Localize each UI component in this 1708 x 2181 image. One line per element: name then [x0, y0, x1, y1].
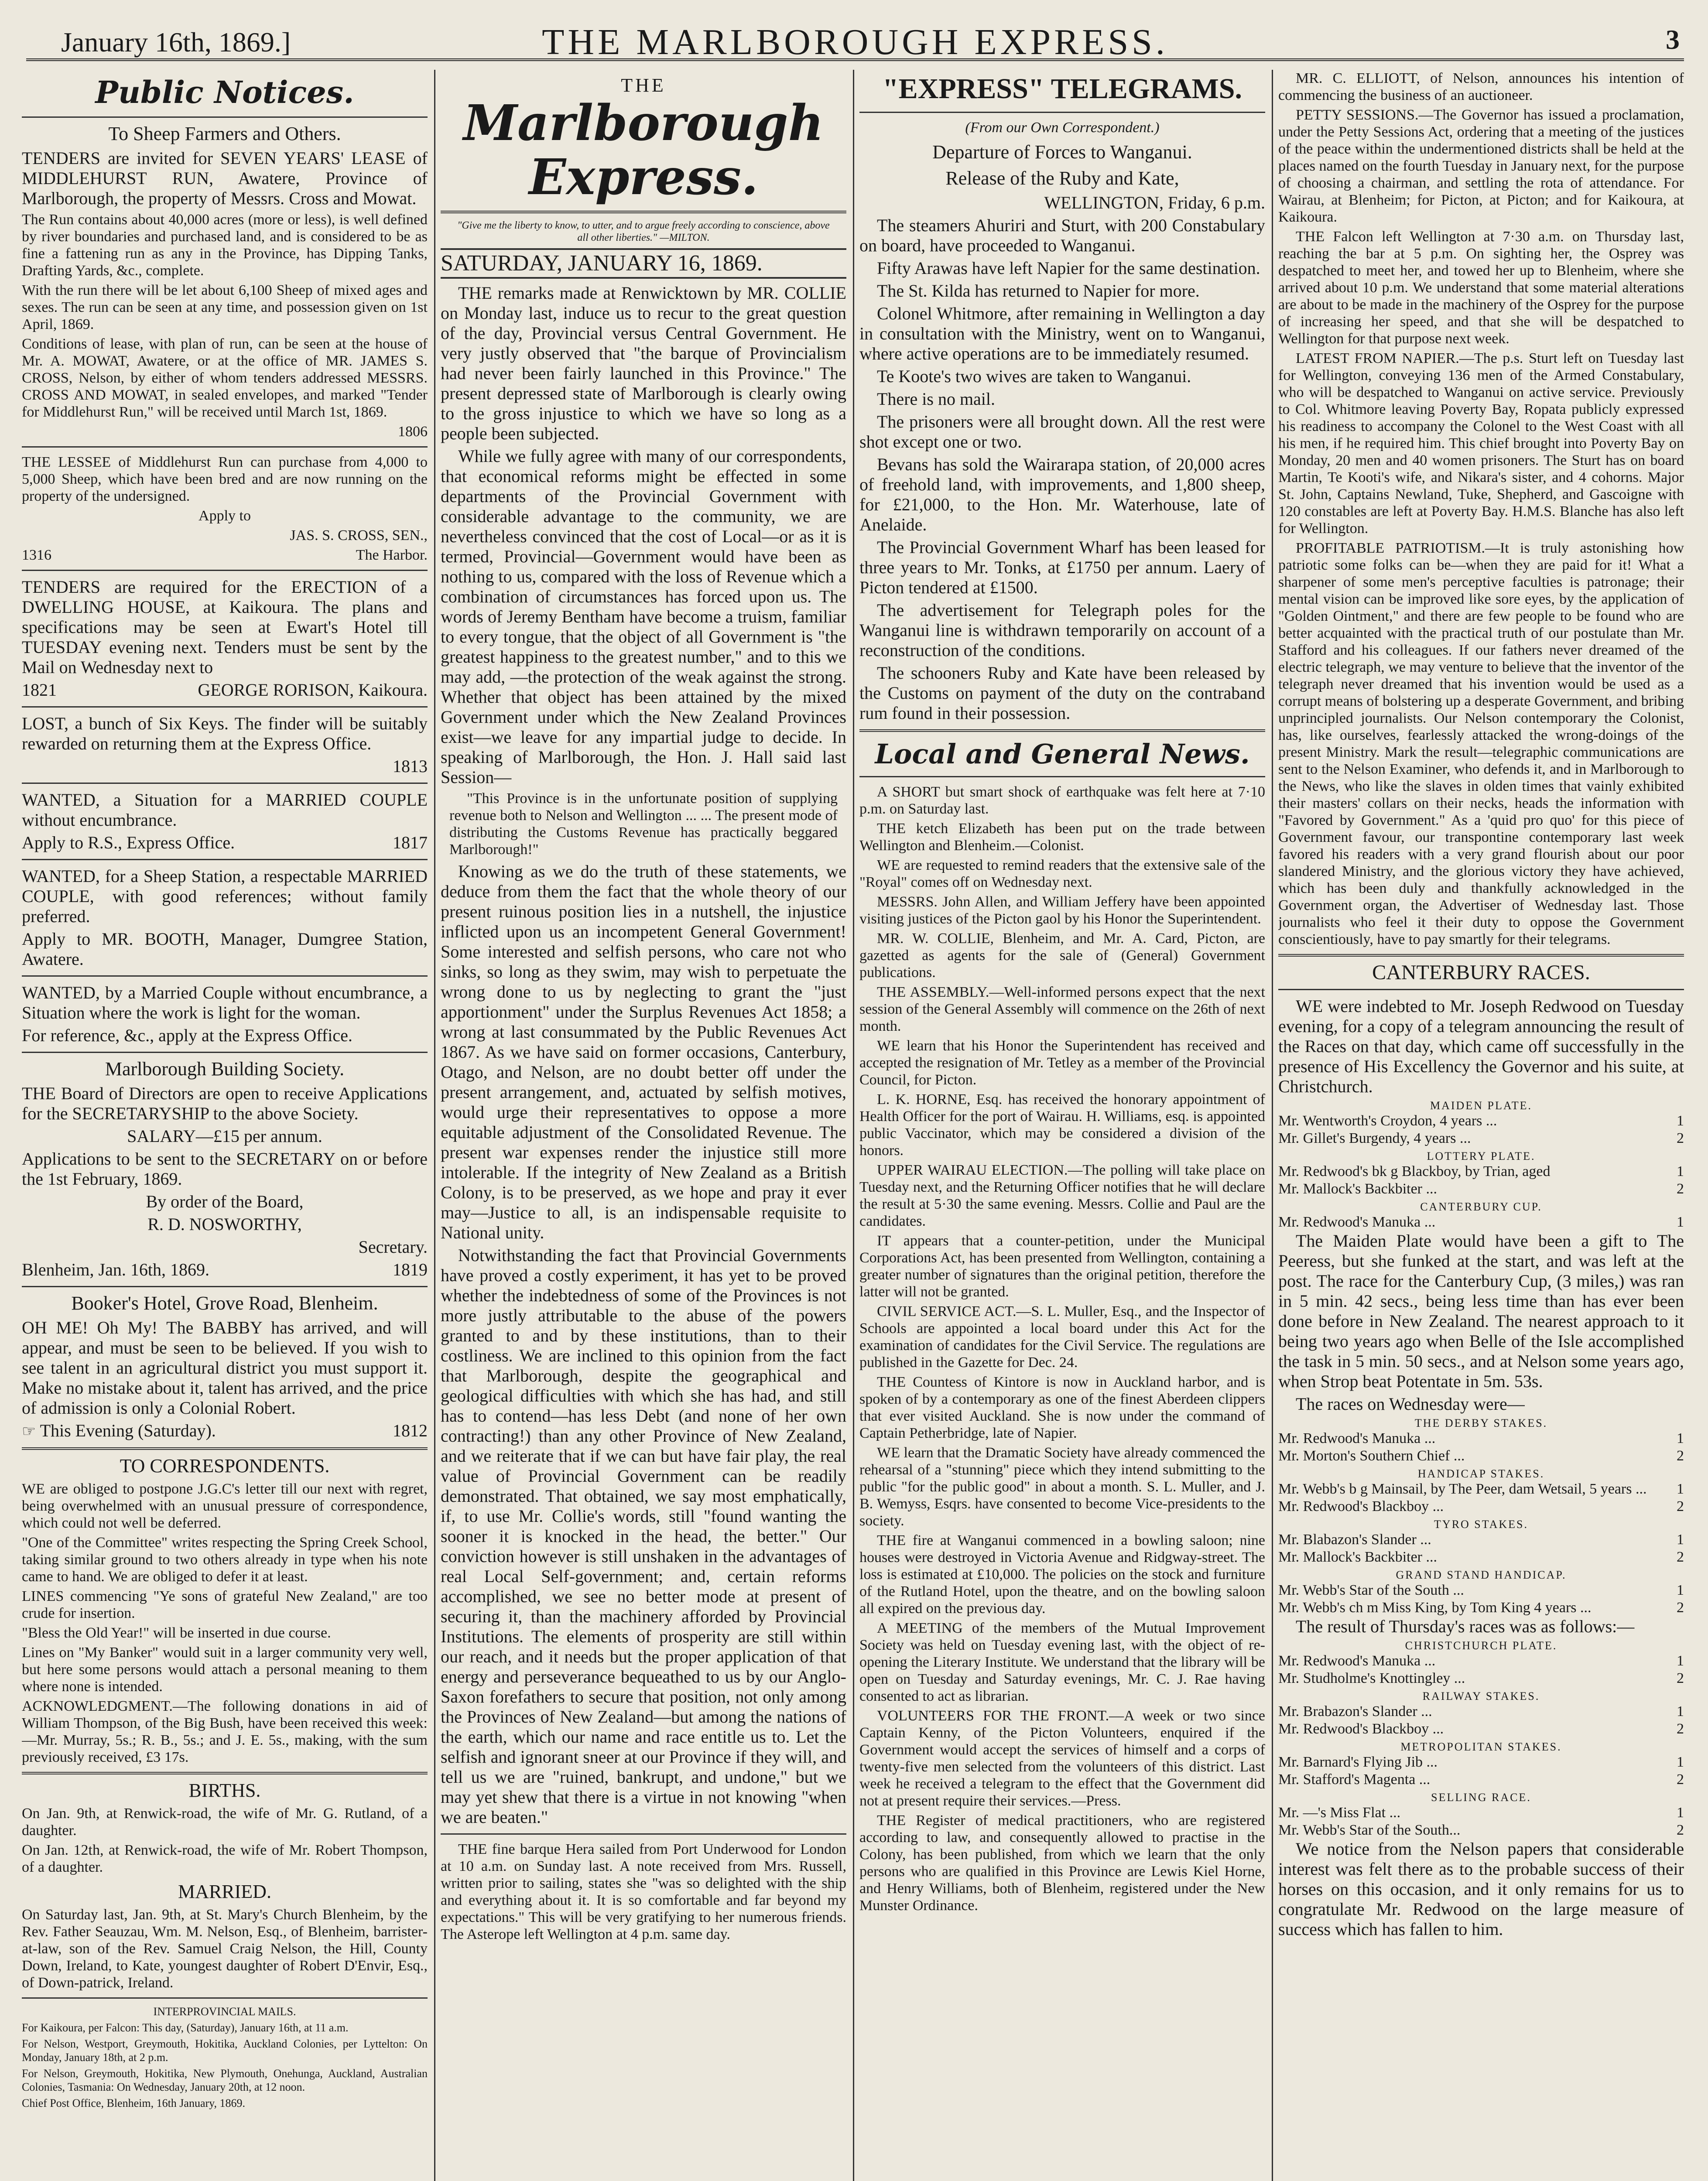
placing: 2: [1677, 1130, 1684, 1146]
race-result-row: [1278, 1430, 1684, 1447]
news-item: UPPER WAIRAU ELECTION.—The polling will take place on Tuesday next, and the Returning Officer notifies that he will declare the result at 5·30 the same evening. Messrs. Collie and Paul are the candidates.: [859, 1162, 1265, 1229]
birth-notice: On Jan. 12th, at Renwick-road, the wife of Mr. Robert Thompson, of a daughter.: [22, 1842, 428, 1875]
race-results: [1278, 1652, 1684, 1687]
placing: 1: [1677, 1113, 1684, 1129]
placing: 1: [1677, 1430, 1684, 1446]
ad-number: 1806: [398, 424, 428, 440]
telegrams-subheading: (From our Own Correspondent.): [965, 120, 1160, 136]
news-item: WE learn that the Dramatic Society have already commenced the rehearsal of a "stunning" piece which they intend submitting to the public "for the public good" in about a month. S. L. Muller, and J. B. Wemyss, Esqrs. have consented to become Vice-presidents to the society.: [859, 1445, 1265, 1529]
editorial-paragraph: Notwithstanding the fact that Provincial Governments have proved a costly experiment, it has yet to be proved whether the indebtedness of some of the Provinces is not more justly attributable to the abuse of the powers granted to and by these institutions, than to their costliness. We are inclined to this opinion from the fact that Marlborough, despite the geographical and geological difficulties with which she has had, and still has to contend—has less Debt (and none of her own contracting!) than any other Province of New Zealand, and we reiterate that if we can but have fair play, the real value of Provincial Government can be readily demonstrated. That obtained, we say most emphatically, if, to use Mr. Collie's words, still "found wanting the sooner it is knocked in the head, the better." Our conviction however is still unshaken in the advantages of real Local Self-government; and, certain reforms accomplished, we see no better mode at present of securing it, than the machinery afforded by Provincial Institutions. The elements of prosperity are still within our reach, and it needs but the proper application of that energy and perseverance bequeathed to us by our Anglo-Saxon forefathers to secure that position, not only among the Provinces of New Zealand—but among the nations of the earth, which our name and race entitle us to. Let the selfish and ignorant sneer at our Province if they will, and tell us we are "ruined, bankrupt, and undone," but we may yet shew that there is a virtue in not knowing "when we are beaten.": [441, 1245, 846, 1827]
race-results: [1278, 1531, 1684, 1566]
ad-text: By order of the Board,: [146, 1192, 304, 1211]
horse-entry: Mr. Redwood's Blackboy ...: [1278, 1721, 1444, 1737]
race-heading: GRAND STAND HANDICAP.: [1396, 1569, 1567, 1581]
telegram-item: Colonel Whitmore, after remaining in Wellington a day in consultation with the Ministry, went on to Wanganui, where active operations are to be immediately resumed.: [859, 304, 1265, 363]
race-result-row: [1278, 1754, 1684, 1771]
news-item: MR. W. COLLIE, Blenheim, and Mr. A. Card, Picton, are gazetted as agents for the sale of (General) Government publications.: [859, 930, 1265, 981]
ad-text: SALARY—£15 per annum.: [127, 1126, 322, 1146]
correspondents-note: Lines on "My Banker" would suit in a larger community very well, but here some persons would attach a personal meaning to them where none is intended.: [22, 1644, 428, 1695]
masthead-motto: "Give me the liberty to know, to utter, and to argue freely according to conscience, above all other liberties." —MILTON.: [457, 220, 830, 243]
placing: 1: [1677, 1582, 1684, 1598]
race-result-row: [1278, 1599, 1684, 1617]
placing: 2: [1677, 1448, 1684, 1464]
placing: 1: [1677, 1163, 1684, 1179]
placing: 1: [1677, 1653, 1684, 1669]
marriage-notice: On Saturday last, Jan. 9th, at St. Mary's Church Blenheim, by the Rev. Father Seauzau, Wm. M. Nelson, Esq., of Blenheim, barrister-at-law, son of the Rev. Samuel Craig Nelson, the Hill, County Down, Ireland, to Kate, youngest daughter of Robert D'Envir, Esq., of Down-patrick, Ireland.: [22, 1907, 428, 1991]
news-item: WE learn that his Honor the Superintendent has received and accepted the resignation of Mr. Tetley as a member of the Provincial Council, for Picton.: [859, 1038, 1265, 1088]
race-results: [1278, 1430, 1684, 1465]
ad-text: WANTED, by a Married Couple without encumbrance, a Situation where the work is light for the woman.: [22, 983, 428, 1022]
correspondents-note: "Bless the Old Year!" will be inserted in due course.: [22, 1625, 331, 1641]
telegram-headline: Release of the Ruby and Kate,: [945, 168, 1179, 189]
column-telegrams-news: [859, 70, 1265, 2181]
horse-entry: Mr. Brabazon's Slander ...: [1278, 1703, 1432, 1720]
news-item: THE ketch Elizabeth has been put on the trade between Wellington and Blenheim.—Colonist.: [859, 820, 1265, 854]
telegram-dateline: WELLINGTON, Friday, 6 p.m.: [1044, 193, 1265, 212]
race-result-row: [1278, 1549, 1684, 1566]
placing: 1: [1677, 1703, 1684, 1720]
correspondents-note: "One of the Committee" writes respecting the Spring Creek School, taking similar ground to two others already in type when his note came to hand. We are obliged to defer it at least.: [22, 1535, 428, 1585]
editorial-paragraph: THE remarks made at Renwicktown by MR. COLLIE on Monday last, induce us to recur to the great question of the day, Provincial versus Central Government. He very justly observed that "the barque of Provincialism had never been fairly launched in this Province." The present depressed state of Marlborough is clearly owing to the gross injustice to which we have so long as a people been subjected.: [441, 283, 846, 443]
news-item: VOLUNTEERS FOR THE FRONT.—A week or two since Captain Kenny, of the Picton Volunteers, enquired if the Government would accept the services of himself and a corps of twenty-five men selected from the volunteers of this district. Last week he received a telegram to the effect that the Government did not at present require their services.—Press.: [859, 1708, 1265, 1809]
news-item: THE fire at Wanganui commenced in a bowling saloon; nine houses were destroyed in Victoria Avenue and Ridgway-street. The loss is estimated at £10,000. The policies on the stock and furniture of the Rutland Hotel, upon the theatre, and on the bowling saloon all expired on the previous day.: [859, 1532, 1265, 1617]
horse-entry: Mr. Wentworth's Croydon, 4 years ...: [1278, 1113, 1497, 1129]
race-result-row: [1278, 1480, 1684, 1498]
placing: 1: [1677, 1805, 1684, 1821]
race-result-row: [1278, 1771, 1684, 1788]
race-heading: TYRO STAKES.: [1434, 1518, 1528, 1531]
race-result-row: [1278, 1670, 1684, 1687]
races-paragraph: The Maiden Plate would have been a gift to The Peeress, but she funked at the start, and was left at the post. The race for the Canterbury Cup, (3 miles,) was ran in 5 min. 42 secs., being less time than has ever been done before in New Zealand. The nearest approach to it being two years ago when Belle of the Isle accomplished the task in 5 min. 50 secs., and at Nelson some years ago, when Strop beat Potentate in 5m. 53s.: [1278, 1231, 1684, 1391]
horse-entry: Mr. Redwood's Manuka ...: [1278, 1430, 1436, 1446]
newspaper-title: THE MARLBOROUGH EXPRESS.: [542, 22, 1168, 62]
ad-text: Apply to R.S., Express Office.: [22, 833, 235, 852]
ad-text: THE LESSEE of Middlehurst Run can purchase from 4,000 to 5,000 Sheep, which have been bred and are now running on the property of the undersigned.: [22, 454, 428, 504]
horse-entry: Mr. Webb's ch m Miss King, by Tom King 4 years ...: [1278, 1600, 1592, 1616]
ad-footer: [22, 1421, 428, 1441]
horse-entry: Mr. —'s Miss Flat ...: [1278, 1805, 1401, 1821]
local-news-heading: Local and General News.: [875, 738, 1250, 770]
race-heading: RAILWAY STAKES.: [1422, 1690, 1540, 1702]
news-item: A SHORT but smart shock of earthquake was felt here at 7·10 p.m. on Saturday last.: [859, 784, 1265, 817]
ad-footer: [22, 833, 428, 853]
race-results: [1278, 1754, 1684, 1788]
news-item: THE ASSEMBLY.—Well-informed persons expect that the next session of the General Assembly will commence on the 26th of next month.: [859, 984, 1265, 1034]
placing: 2: [1677, 1181, 1684, 1197]
horse-entry: Mr. Barnard's Flying Jib ...: [1278, 1754, 1438, 1770]
horse-entry: Mr. Webb's Star of the South...: [1278, 1822, 1461, 1838]
ad-number: 1316: [22, 547, 51, 563]
horse-entry: Mr. Webb's Star of the South ...: [1278, 1582, 1464, 1598]
race-result-row: [1278, 1498, 1684, 1515]
news-item: MR. C. ELLIOTT, of Nelson, announces his intention of commencing the business of an auctioneer.: [1278, 70, 1684, 103]
page-number: 3: [1666, 24, 1680, 55]
column-editorial: [441, 70, 846, 2181]
ad-text: LOST, a bunch of Six Keys. The finder will be suitably rewarded on returning them at the Express Office.: [22, 714, 428, 753]
placing: 2: [1677, 1822, 1684, 1838]
section-title: Public Notices.: [95, 74, 354, 110]
ad-text: Apply to MR. BOOTH, Manager, Dumgree Station, Awatere.: [22, 929, 428, 969]
race-result-row: [1278, 1130, 1684, 1147]
ad-text: [22, 1421, 216, 1441]
telegram-item: The prisoners were all brought down. All the rest were shot except one or two.: [859, 412, 1265, 451]
ad-number: 1821: [22, 680, 57, 700]
editorial-paragraph: Knowing as we do the truth of these statements, we deduce from them the fact that the whole theory of our present ruinous position lies in a nutshell, the injustice inflicted upon us an incompetent General Government! Some interested and selfish persons, who care not who sinks, so long as they swim, may wish to perpetuate the wrong done to us by neglecting to grant the "just apportionment" under the Surplus Revenues Act 1858; a wrong at last consummated by the Public Revenues Act 1867. As we have said on former occasions, Canterbury, Otago, and Nelson, are no doubt better off under the present arrangement, and, actuated by selfish motives, would urge their representatives to oppose a more equitable adjustment of the Consolidated Revenue. The present war expenses render the injustice still more intolerable. If the integrity of New Zealand as a British Colony, is to be preserved, as we hope and pray it ever may—Justice to all, is an indispensable requisite to National unity.: [441, 861, 846, 1242]
horse-entry: Mr. Studholme's Knottingley ...: [1278, 1670, 1465, 1686]
column-divider: [434, 70, 435, 2181]
ad-text: WANTED, a Situation for a MARRIED COUPLE without encumbrance.: [22, 790, 428, 830]
pointing-hand-icon: ☞: [22, 1422, 36, 1440]
ad-text: OH ME! Oh My! The BABBY has arrived, and will appear, and must be seen to be believed. If you wish to see talent in an agricultural district you must support it. Make no mistake about it, talent has arrived, and the price of admission is only a Colonial Robert.: [22, 1318, 428, 1418]
ad-heading: Marlborough Building Society.: [105, 1058, 345, 1080]
page-header: [26, 13, 1684, 61]
news-item: A MEETING of the members of the Mutual Improvement Society was held on Tuesday evening last, with the object of re-opening the Literary Institute. We understand that the library will be open on Tuesday and Saturday evenings, Mr. C. J. Rae having consented to act as librarian.: [859, 1620, 1265, 1704]
races-paragraph: The result of Thursday's races was as follows:—: [1296, 1617, 1635, 1636]
race-heading: MAIDEN PLATE.: [1430, 1099, 1532, 1112]
news-item: THE Falcon left Wellington at 7·30 a.m. on Thursday last, reaching the bar at 5 p.m. On sighting her, the Osprey was despatched to meet her, and towed her up to Blenheim, where she arrived about 10 p.m. We understand that some material alterations are about to be made in the machinery of the Osprey for the purpose of increasing her speed, and that she will be despatched to Wellington for that purpose next week.: [1278, 229, 1684, 347]
horse-entry: Mr. Blabazon's Slander ...: [1278, 1531, 1431, 1548]
race-result-row: [1278, 1652, 1684, 1670]
race-heading: HANDICAP STAKES.: [1417, 1467, 1545, 1480]
mail-notice: Chief Post Office, Blenheim, 16th January, 1869.: [22, 2097, 245, 2109]
placing: 1: [1677, 1481, 1684, 1497]
placing: 2: [1677, 1498, 1684, 1514]
column-public-notices: [22, 70, 428, 2181]
race-result-row: [1278, 1112, 1684, 1130]
race-heading: CHRISTCHURCH PLATE.: [1405, 1639, 1557, 1652]
column-divider: [1272, 70, 1273, 2181]
telegram-item: The St. Kilda has returned to Napier for more.: [877, 281, 1200, 301]
placing: 2: [1677, 1549, 1684, 1565]
editorial-quote: "This Province is in the unfortunate position of supplying revenue both to Nelson and Wellington ... ... The present mode of distributing the Customs Revenue has practically beggared Marlborough!": [449, 790, 838, 858]
ad-number: 1819: [393, 1260, 428, 1279]
ad-text: Apply to: [199, 508, 251, 524]
horse-entry: Mr. Gillet's Burgendy, 4 years ...: [1278, 1130, 1471, 1146]
races-paragraph: WE were indebted to Mr. Joseph Redwood on Tuesday evening, for a copy of a telegram announcing the result of the Races on that day, which came off successfully in the presence of His Excellency the Governor and his suite, at Christchurch.: [1278, 996, 1684, 1096]
ad-signature-role: Secretary.: [358, 1237, 428, 1257]
news-item: PETTY SESSIONS.—The Governor has issued a proclamation, under the Petty Sessions Act, ordering that a meeting of the justices of the peace within the undermentioned districts shall be held at the places named on the fourth Tuesday in January next, for the purpose of choosing a chairman, and settling the rota of attendance. For Wairau, at Blenheim; for Picton, at Picton; and for Kaikoura, at Kaikoura.: [1278, 107, 1684, 225]
ad-heading: To Sheep Farmers and Others.: [108, 123, 341, 144]
race-result-row: [1278, 1582, 1684, 1599]
masthead-the: THE: [621, 75, 666, 96]
news-item: MESSRS. John Allen, and William Jeffery have been appointed visiting justices of the Picton gaol by his Honor the Superintendent.: [859, 894, 1265, 927]
race-results: [1278, 1804, 1684, 1839]
horse-entry: Mr. Mallock's Backbiter ...: [1278, 1181, 1438, 1197]
ad-heading: Booker's Hotel, Grove Road, Blenheim.: [71, 1292, 378, 1314]
race-results: [1278, 1214, 1684, 1231]
horse-entry: Mr. Morton's Southern Chief ...: [1278, 1448, 1465, 1464]
news-item: THE Register of medical practitioners, who are registered according to law, and consequently allowed to practise in the Colony, has been published, from which we learn that the only persons who are qualified in this Province are Lewis Kiel Horne, and Henry Williams, both of Blenheim, registered under the New Munster Ordinance.: [859, 1812, 1265, 1914]
ad-text: TENDERS are required for the ERECTION of a DWELLING HOUSE, at Kaikoura. The plans and specifications may be seen at Ewart's Hotel till TUESDAY evening next. Tenders must be sent by the Mail on Wednesday next to: [22, 577, 428, 677]
correspondents-note: WE are obliged to postpone J.G.C's letter till our next with regret, being overwhelmed with an unusual pressure of correspondence, which could not well be deferred.: [22, 1481, 428, 1531]
ad-footer: [22, 1260, 428, 1280]
race-results: [1278, 1582, 1684, 1617]
ad-number: 1813: [393, 756, 428, 776]
column-divider: [853, 70, 854, 2181]
races-paragraph: We notice from the Nelson papers that considerable interest was felt there as to the probable success of their horses on this occasion, and it only remains for us to congratulate Mr. Redwood on the large measure of success which has fallen to him.: [1278, 1839, 1684, 1939]
placing: 2: [1677, 1721, 1684, 1737]
race-result-row: [1278, 1720, 1684, 1738]
masthead-title: Marlborough Express.: [463, 95, 824, 206]
mail-notice: For Nelson, Westport, Greymouth, Hokitika, Auckland Colonies, per Lyttelton: On Monday, January 18th, at 2 p.m.: [22, 2037, 428, 2064]
race-result-row: [1278, 1214, 1684, 1231]
ad-signature: JAS. S. CROSS, SEN.,: [290, 527, 428, 544]
telegram-item: Fifty Arawas have left Napier for the same destination.: [877, 258, 1260, 278]
mail-notice: For Nelson, Greymouth, Hokitika, New Plymouth, Onehunga, Auckland, Australian Colonies, Tasmania: On Wednesday, January 20th, at 12 noon.: [22, 2067, 428, 2093]
race-results: [1278, 1480, 1684, 1515]
race-result-row: [1278, 1180, 1684, 1198]
telegram-item: Te Koote's two wives are taken to Wanganui.: [877, 366, 1191, 386]
race-heading: THE DERBY STAKES.: [1414, 1417, 1548, 1429]
race-result-row: [1278, 1822, 1684, 1839]
telegram-headline: Departure of Forces to Wanganui.: [932, 141, 1192, 163]
telegram-item: The steamers Ahuriri and Sturt, with 200 Constabulary on board, have proceeded to Wanganui.: [859, 215, 1265, 255]
editorial-paragraph: While we fully agree with many of our correspondents, that economical reforms might be effected in some departments of the Provincial Government with considerable advantage to the community, we are nevertheless convinced that the cost of Local—or as it is termed, Provincial—Government would have been as nothing to us, compared with the loss of Revenue which a combination of circumstances has forced upon us. The words of Jeremy Bentham have become a truism, familiar to every tongue, that the object of all Government is "the greatest happiness to the greatest number," and to this we may add, —the protection of the weak against the strong. Whether that object has been attained by the mixed Government under which the New Zealand Provinces exist—we leave for any impartial judge to decide. In speaking of Marlborough, the Hon. J. Hall said last Session—: [441, 446, 846, 787]
news-item: PROFITABLE PATRIOTISM.—It is truly astonishing how patriotic some folks can be—when they are paid for it! What a sharpener of some men's perceptive faculties is patronage; their mental vision can be improved like sore eyes, by the application of "Golden Ointment," and there are few people to be found who are better acquainted with the practical truth of our postulate than Mr. Stafford and his colleagues. If our fathers never dreamed of the electric telegraph, we may venture to believe that the inventor of the telegraph never dreamed that his invention would be used as a corrupt means of bolstering up a desperate Government, and bribing unprincipled journalists. Our Nelson contemporary the Colonist, has, like ourselves, fearlessly attacked the wrong-doings of the present Ministry. Mark the result—telegraphic communications are sent to the Nelson Examiner, who defends it, and in Marlborough to the News, who like the slaves in olden times that vainly exhibited their masters' collars on their necks, heads the information with "Favored by Government." As a 'quid pro quo' for this piece of Government favour, our transpontine contemporary last week favored his readers with a very grand flourish about our poor slandered Ministry, and the glorious victory they have achieved, which has been duly and thankfully acknowledged in the Government organ, the Advertiser of Wednesday last. Those journalists who feel it their duty to oppose the Government conscientiously, have to pay smartly for their telegrams.: [1278, 540, 1684, 947]
placing: 2: [1677, 1670, 1684, 1686]
news-item: THE Countess of Kintore is now in Auckland harbor, and is spoken of by a contemporary as one of the finest Aberdeen clippers that ever visited Auckland. She is now under the command of Captain Petherbridge, late of Napier.: [859, 1374, 1265, 1441]
telegram-item: There is no mail.: [877, 389, 996, 409]
races-paragraph: The races on Wednesday were—: [1296, 1394, 1525, 1414]
ad-text: THE Board of Directors are open to receive Applications for the SECRETARYSHIP to the above Society.: [22, 1084, 428, 1123]
news-item: IT appears that a counter-petition, under the Municipal Corporations Act, has been presented from Wellington, containing a greater number of signatures than the original petition, therefore the latter will not be granted.: [859, 1233, 1265, 1300]
ad-text: Conditions of lease, with plan of run, can be seen at the house of Mr. A. MOWAT, Awatere, or at the office of MR. JAMES S. CROSS, Nelson, by either of whom tenders addressed MESSRS. CROSS AND MOWAT, in sealed envelopes, and marked "Tender for Middlehurst Run," will be received until March 1st, 1869.: [22, 336, 428, 420]
horse-entry: Mr. Redwood's Blackboy ...: [1278, 1498, 1444, 1514]
horse-entry: Mr. Webb's b g Mainsail, by The Peer, dam Wetsail, 5 years ...: [1278, 1481, 1647, 1497]
married-heading: MARRIED.: [178, 1881, 271, 1902]
issue-date: January 16th, 1869.]: [61, 27, 291, 58]
correspondents-note: ACKNOWLEDGMENT.—The following donations in aid of William Thompson, of the Big Bush, have been received this week:—Mr. Murray, 5s.; R. B., 5s.; and J. E. 5s., making, with the sum previously received, £3 17s.: [22, 1698, 428, 1765]
placing: 1: [1677, 1754, 1684, 1770]
race-heading: LOTTERY PLATE.: [1427, 1150, 1536, 1162]
telegrams-heading: "EXPRESS" TELEGRAMS.: [883, 73, 1242, 105]
birth-notice: On Jan. 9th, at Renwick-road, the wife of Mr. G. Rutland, of a daughter.: [22, 1805, 428, 1839]
ad-text: The Run contains about 40,000 acres (more or less), is well defined by river boundaries and purchased land, and is considered to be as fine a fattening run as any in the Province, has Dipping Tanks, Drafting Yards, &c., complete.: [22, 212, 428, 279]
horse-entry: Mr. Stafford's Magenta ...: [1278, 1771, 1431, 1788]
race-results: [1278, 1163, 1684, 1198]
ad-signature: R. D. NOSWORTHY,: [147, 1214, 302, 1234]
race-result-row: [1278, 1163, 1684, 1180]
races-heading: CANTERBURY RACES.: [1372, 961, 1590, 984]
telegram-item: The advertisement for Telegraph poles for the Wanganui line is withdrawn temporarily on account of a reconstruction of the conditions.: [859, 600, 1265, 660]
placing: 2: [1677, 1771, 1684, 1788]
horse-entry: Mr. Mallock's Backbiter ...: [1278, 1549, 1438, 1565]
telegram-item: The schooners Ruby and Kate have been released by the Customs on payment of the duty on the contraband rum found in their possession.: [859, 663, 1265, 723]
ad-text: This Evening (Saturday).: [40, 1421, 216, 1440]
ad-text: TENDERS are invited for SEVEN YEARS' LEASE of MIDDLEHURST RUN, Awatere, Province of Marlborough, the property of Messrs. Cross and Mowat.: [22, 148, 428, 208]
placing: 2: [1677, 1600, 1684, 1616]
telegram-item: The Provincial Government Wharf has been leased for three years to Mr. Tonks, at £1750 per annum. Laery of Picton tendered at £1500.: [859, 537, 1265, 597]
news-item: LATEST FROM NAPIER.—The p.s. Sturt left on Tuesday last for Wellington, conveying 136 men of the Armed Constabulary, who will be despatched to Wanganui on active service. Previously to Col. Whitmore leaving Poverty Bay, Ropata publicly expressed his readiness to accompany the Colonel to the West Coast with all his men, if he required him. This chief brought into Poverty Bay on Monday, 20 men and 40 women prisoners. The Sturt has on board Martin, Te Kooti's wife, and Nikara's sister, and 4 cohorns. Major St. John, Captains Newland, Tuke, Shepherd, and Gascoigne with 120 constables are left at Poverty Bay. H.M.S. Blanche has also left for Wellington.: [1278, 350, 1684, 537]
horse-entry: Mr. Redwood's Manuka ...: [1278, 1653, 1436, 1669]
news-item: WE are requested to remind readers that the extensive sale of the "Royal" comes off on Wednesday next.: [859, 857, 1265, 890]
ad-footer: [22, 680, 428, 700]
ad-place: The Harbor.: [356, 547, 428, 563]
race-heading: CANTERBURY CUP.: [1420, 1200, 1542, 1213]
news-item: L. K. HORNE, Esq. has received the honorary appointment of Health Officer for the port of Wairau. H. Williams, esq. is appointed public Vaccinator, which may be considered a division of the honors.: [859, 1091, 1265, 1159]
horse-entry: Mr. Redwood's bk g Blackboy, by Trian, aged: [1278, 1163, 1551, 1179]
ad-number: 1812: [393, 1421, 428, 1440]
correspondents-heading: TO CORRESPONDENTS.: [120, 1455, 330, 1477]
placing: 1: [1677, 1214, 1684, 1230]
shipping-note: THE fine barque Hera sailed from Port Underwood for London at 10 a.m. on Sunday last. A note received from Mrs. Russell, written prior to sailing, states she "was so delighted with the ship and everything about it. It is so comfortable and far beyond my expectations." This will be very gratifying to her numerous friends. The Asterope left Wellington at 4 p.m. same day.: [441, 1841, 846, 1942]
race-results: [1278, 1703, 1684, 1738]
horse-entry: Mr. Redwood's Manuka ...: [1278, 1214, 1436, 1230]
ad-signature: GEORGE RORISON, Kaikoura.: [198, 680, 428, 700]
mails-heading: INTERPROVINCIAL MAILS.: [153, 2005, 296, 2018]
race-result-row: [1278, 1703, 1684, 1720]
race-heading: SELLING RACE.: [1431, 1791, 1531, 1804]
editorial-dateline: SATURDAY, JANUARY 16, 1869.: [441, 248, 846, 279]
ad-number: 1817: [393, 833, 428, 852]
mail-notice: For Kaikoura, per Falcon: This day, (Saturday), January 16th, at 11 a.m.: [22, 2021, 349, 2034]
ad-text: Applications to be sent to the SECRETARY on or before the 1st February, 1869.: [22, 1149, 428, 1189]
race-heading: METROPOLITAN STAKES.: [1400, 1740, 1562, 1753]
race-result-row: [1278, 1804, 1684, 1822]
telegram-item: Bevans has sold the Wairarapa station, of 20,000 acres of freehold land, with improvements, and 1,800 sheep, for £21,000, to the Hon. Mr. Waterhouse, late of Anelaide.: [859, 455, 1265, 534]
race-result-row: [1278, 1531, 1684, 1549]
ad-text: WANTED, for a Sheep Station, a respectable MARRIED COUPLE, with good references; without family preferred.: [22, 866, 428, 926]
placing: 1: [1677, 1531, 1684, 1548]
ad-text: With the run there will be let about 6,100 Sheep of mixed ages and sexes. The run can be seen at any time, and possession given on 1st April, 1869.: [22, 282, 428, 332]
births-heading: BIRTHS.: [188, 1780, 261, 1801]
ad-text: For reference, &c., apply at the Express Office.: [22, 1026, 353, 1045]
correspondents-note: LINES commencing "Ye sons of grateful New Zealand," are too crude for insertion.: [22, 1588, 428, 1621]
race-results: [1278, 1112, 1684, 1147]
news-item: CIVIL SERVICE ACT.—S. L. Muller, Esq., and the Inspector of Schools are appointed a local board under this Act for the examination of candidates for the Civil Service. The regulations are published in the Gazette for Dec. 24.: [859, 1303, 1265, 1371]
column-news-races: [1278, 70, 1684, 2181]
race-result-row: [1278, 1447, 1684, 1465]
ad-footer: [22, 547, 428, 564]
ad-date: Blenheim, Jan. 16th, 1869.: [22, 1260, 209, 1279]
